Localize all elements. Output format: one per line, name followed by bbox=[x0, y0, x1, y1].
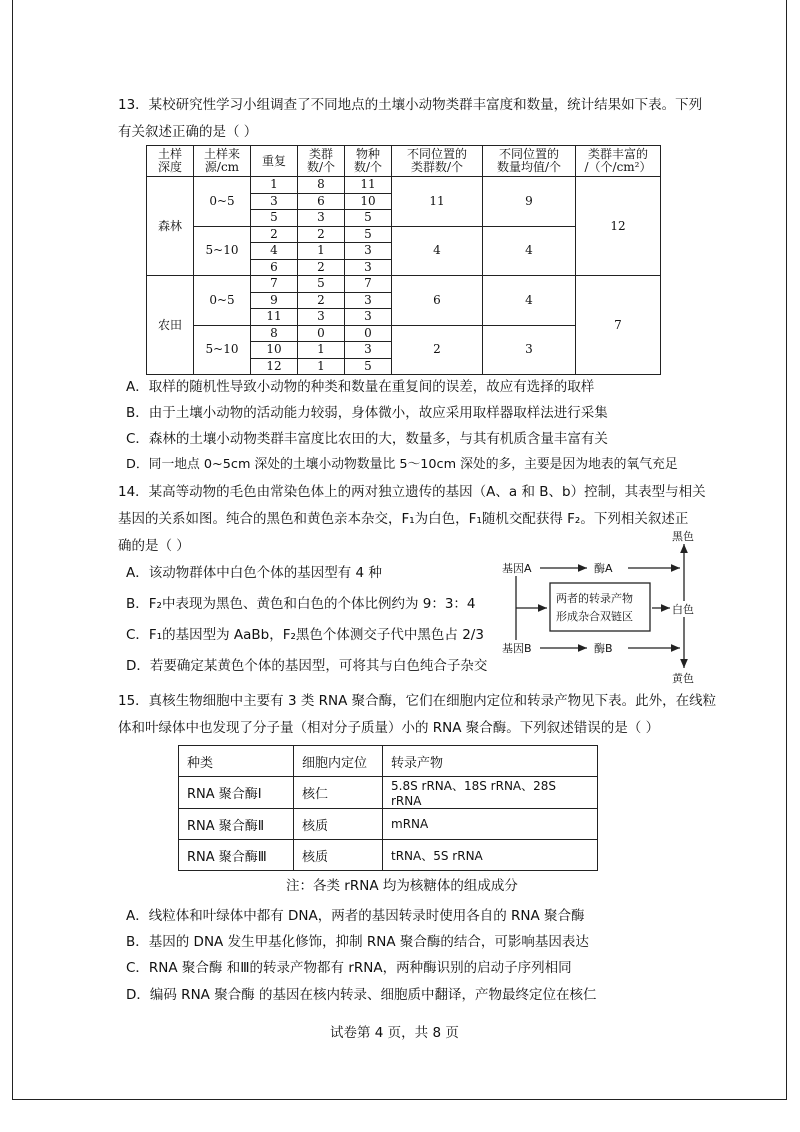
site-farmland: 农田 bbox=[147, 276, 194, 375]
cell: 12 bbox=[251, 358, 298, 375]
q15-option-b: B．基因的 DNA 发生甲基化修饰，抑制 RNA 聚合酶的结合，可影响基因表达 bbox=[126, 934, 589, 950]
depth-cell: 0~5 bbox=[194, 177, 251, 227]
depth-cell: 0~5 bbox=[194, 276, 251, 326]
site-forest: 森林 bbox=[147, 177, 194, 276]
q14-stem-line2: 基因的关系如图。纯合的黑色和黄色亲本杂交，F₁为白色，F₁随机交配获得 F₂。下列相关叙述正 bbox=[118, 511, 689, 527]
q13-option-a: A．取样的随机性导致小动物的种类和数量在重复间的误差，故应有选择的取样 bbox=[126, 379, 595, 395]
cell: 核仁 bbox=[294, 777, 383, 809]
cell: RNA 聚合酶Ⅲ bbox=[179, 840, 294, 871]
cell: 3 bbox=[298, 210, 345, 227]
cell: 3 bbox=[345, 243, 392, 260]
cell: 8 bbox=[251, 325, 298, 342]
q13-th-0: 土样 深度 bbox=[147, 146, 194, 177]
cell: 9 bbox=[251, 292, 298, 309]
cell: 7 bbox=[576, 276, 661, 375]
cell: 3 bbox=[345, 292, 392, 309]
q15-option-a: A．线粒体和叶绿体中都有 DNA，两者的基因转录时使用各自的 RNA 聚合酶 bbox=[126, 908, 585, 924]
q13-option-d: D．同一地点 0~5cm 深处的土壤小动物数量比 5～10cm 深处的多，主要是因为地表的氧气充足 bbox=[126, 457, 678, 472]
cell: 3 bbox=[251, 193, 298, 210]
q15-note: 注：各类 rRNA 均为核糖体的组成成分 bbox=[286, 878, 518, 894]
cell: 3 bbox=[483, 325, 576, 375]
cell: 3 bbox=[345, 259, 392, 276]
cell: 4 bbox=[392, 226, 483, 276]
cell: 4 bbox=[251, 243, 298, 260]
q15-option-c: C．RNA 聚合酶 和Ⅲ的转录产物都有 rRNA，两种酶识别的启动子序列相同 bbox=[126, 960, 572, 976]
enzyme-a-label: 酶A bbox=[594, 562, 613, 575]
q13-th-3: 类群 数/个 bbox=[298, 146, 345, 177]
q13-option-c: C．森林的土壤小动物类群丰富度比农田的大，数量多，与其有机质含量丰富有关 bbox=[126, 431, 608, 447]
depth-cell: 5~10 bbox=[194, 325, 251, 375]
q13-table-header bbox=[147, 146, 661, 177]
cell: 核质 bbox=[294, 809, 383, 840]
cell: 5 bbox=[345, 226, 392, 243]
header-cell: 种类 bbox=[179, 746, 294, 777]
cell: RNA 聚合酶Ⅰ bbox=[179, 777, 294, 809]
cell: 6 bbox=[298, 193, 345, 210]
q15-stem-line1: 15．真核生物细胞中主要有 3 类 RNA 聚合酶，它们在细胞内定位和转录产物见下表。此外，在线粒 bbox=[118, 693, 717, 709]
cell: 1 bbox=[251, 177, 298, 194]
q13-option-b: B．由于土壤小动物的活动能力较弱，身体微小，故应采用取样器取样法进行采集 bbox=[126, 405, 608, 421]
cell: 1 bbox=[298, 358, 345, 375]
header-cell: 细胞内定位 bbox=[294, 746, 383, 777]
cell: tRNA、5S rRNA bbox=[383, 840, 598, 871]
q13-table bbox=[146, 145, 661, 375]
cell: 7 bbox=[345, 276, 392, 293]
q13-th-6: 不同位置的 数量均值/个 bbox=[483, 146, 576, 177]
table-row bbox=[179, 746, 598, 777]
gene-diagram bbox=[502, 528, 712, 683]
q13-th-1: 土样来 源/cm bbox=[194, 146, 251, 177]
cell: 2 bbox=[298, 292, 345, 309]
q15-table bbox=[178, 745, 598, 871]
q15-stem-line2: 体和叶绿体中也发现了分子量（相对分子质量）小的 RNA 聚合酶。下列叙述错误的是（ ） bbox=[118, 720, 660, 736]
cell: 1 bbox=[298, 243, 345, 260]
cell: 5 bbox=[345, 358, 392, 375]
box-line2: 形成杂合双链区 bbox=[556, 610, 633, 623]
cell: 11 bbox=[392, 177, 483, 227]
gene-a-label: 基因A bbox=[502, 562, 532, 575]
q13-th-7: 类群丰富的 /（个/cm²） bbox=[576, 146, 661, 177]
cell: 8 bbox=[298, 177, 345, 194]
cell: mRNA bbox=[383, 809, 598, 840]
header-cell: 转录产物 bbox=[383, 746, 598, 777]
cell: 0 bbox=[298, 325, 345, 342]
q14-option-a: A．该动物群体中白色个体的基因型有 4 种 bbox=[126, 565, 382, 581]
cell: 6 bbox=[251, 259, 298, 276]
black-label: 黑色 bbox=[672, 530, 694, 543]
q15-option-d: D．编码 RNA 聚合酶 的基因在核内转录、细胞质中翻译，产物最终定位在核仁 bbox=[126, 987, 597, 1003]
cell: 10 bbox=[345, 193, 392, 210]
table-row bbox=[147, 177, 661, 194]
cell: 2 bbox=[298, 226, 345, 243]
cell: 11 bbox=[251, 309, 298, 326]
cell: 4 bbox=[483, 226, 576, 276]
table-row bbox=[147, 276, 661, 293]
cell: 2 bbox=[251, 226, 298, 243]
q14-stem-line3: 确的是（ ） bbox=[118, 538, 190, 554]
q13-th-2: 重复 bbox=[251, 146, 298, 177]
cell: 7 bbox=[251, 276, 298, 293]
cell: 5 bbox=[298, 276, 345, 293]
gene-b-label: 基因B bbox=[502, 642, 532, 655]
cell: 5.8S rRNA、18S rRNA、28S rRNA bbox=[383, 777, 598, 809]
enzyme-b-label: 酶B bbox=[594, 642, 613, 655]
yellow-label: 黄色 bbox=[672, 672, 694, 685]
table-row bbox=[179, 840, 598, 871]
cell: 4 bbox=[483, 276, 576, 326]
q13-stem-line1: 13．某校研究性学习小组调查了不同地点的土壤小动物类群丰富度和数量，统计结果如下表。下列 bbox=[118, 97, 703, 113]
box-line1: 两者的转录产物 bbox=[556, 592, 633, 605]
cell: 核质 bbox=[294, 840, 383, 871]
q14-stem-line1: 14．某高等动物的毛色由常染色体上的两对独立遗传的基因（A、a 和 B、b）控制，其表型与相关 bbox=[118, 484, 706, 500]
cell: 10 bbox=[251, 342, 298, 359]
depth-cell: 5~10 bbox=[194, 226, 251, 276]
q14-option-d: D．若要确定某黄色个体的基因型，可将其与白色纯合子杂交 bbox=[126, 658, 488, 674]
cell: 9 bbox=[483, 177, 576, 227]
page-footer: 试卷第 4 页，共 8 页 bbox=[330, 1025, 459, 1041]
white-label: 白色 bbox=[672, 603, 694, 616]
cell: 12 bbox=[576, 177, 661, 276]
cell: 5 bbox=[251, 210, 298, 227]
cell: 0 bbox=[345, 325, 392, 342]
cell: 3 bbox=[345, 309, 392, 326]
q13-th-4: 物种 数/个 bbox=[345, 146, 392, 177]
table-row bbox=[179, 777, 598, 809]
cell: 1 bbox=[298, 342, 345, 359]
cell: 2 bbox=[392, 325, 483, 375]
cell: 3 bbox=[345, 342, 392, 359]
q14-option-b: B．F₂中表现为黑色、黄色和白色的个体比例约为 9：3：4 bbox=[126, 596, 476, 612]
cell: 11 bbox=[345, 177, 392, 194]
cell: 5 bbox=[345, 210, 392, 227]
q14-option-c: C．F₁的基因型为 AaBb，F₂黑色个体测交子代中黑色占 2/3 bbox=[126, 627, 484, 643]
cell: 3 bbox=[298, 309, 345, 326]
table-row bbox=[179, 809, 598, 840]
q13-stem-line2: 有关叙述正确的是（ ） bbox=[118, 124, 258, 140]
cell: 6 bbox=[392, 276, 483, 326]
cell: RNA 聚合酶Ⅱ bbox=[179, 809, 294, 840]
cell: 2 bbox=[298, 259, 345, 276]
q13-th-5: 不同位置的 类群数/个 bbox=[392, 146, 483, 177]
